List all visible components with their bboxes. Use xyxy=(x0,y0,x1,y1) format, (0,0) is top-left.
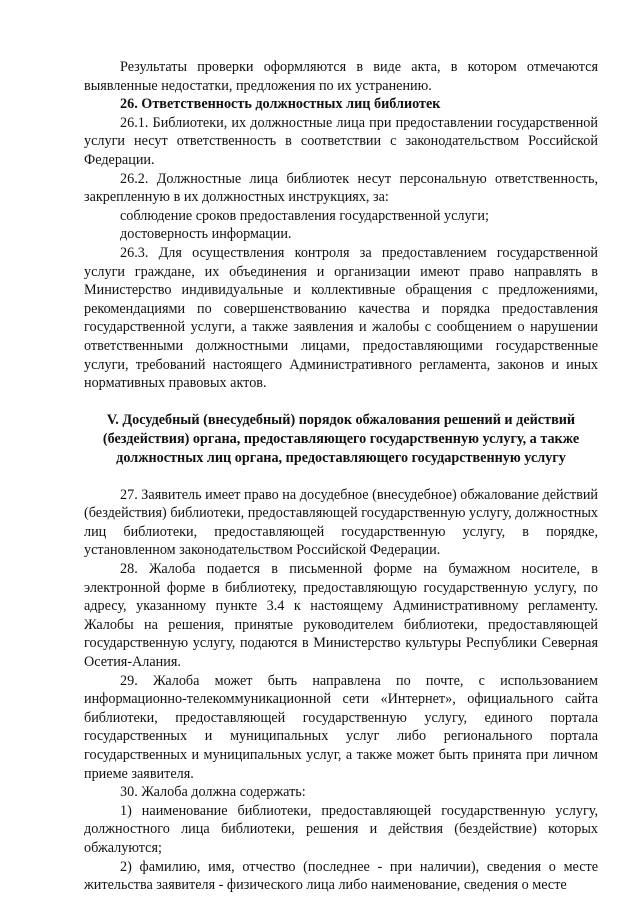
heading-26-responsibility: 26. Ответственность должностных лиц библиотек xyxy=(120,96,441,113)
paragraph-28: 28. Жалоба подается в письменной форме на бумажном носителе, в электронной форме в библиотеку, предоставляющую государственную услугу, по адресу, указанному пункте 3.4 к настоящему Административному регламенту. Жалобы на решения, принятые руководителем библиотеки, предоставляющей государственную услугу, подаются в Министерство культуры Республики Северная Осетия-Алания. xyxy=(84,561,598,671)
paragraph-inspection-results: Результаты проверки оформляются в виде акта, в котором отмечаются выявленные недостатки, предложения по их устранению. xyxy=(84,59,598,94)
paragraph-30-1: 1) наименование библиотеки, предоставляющей государственную услугу, должностного лица библиотеки, решения и действия (бездействие) которых обжалуются; xyxy=(84,802,598,856)
paragraph-27: 27. Заявитель имеет право на досудебное (внесудебное) обжалование действий (бездействия) библиотеки, предоставляющей государственную услугу, должностных лиц библиотеки, предоставляющей государственную услугу, в порядке, установленном законодательством Российской Федерации. xyxy=(84,486,598,559)
paragraph-26-2-item-accuracy: достоверность информации. xyxy=(120,226,292,243)
document-body xyxy=(84,58,598,895)
section-v-title: V. Досудебный (внесудебный) порядок обжалования решений и действий (бездействия) органа, предоставляющего государственную услугу, а также должностных лиц органа, предоставляющего государственную услугу xyxy=(102,411,580,466)
paragraph-26-1: 26.1. Библиотеки, их должностные лица при предоставлении государственной услуги несут ответственность в соответствии с законодательством Российской Федерации. xyxy=(84,114,598,168)
paragraph-30-2: 2) фамилию, имя, отчество (последнее - при наличии), сведения о месте жительства заявителя - физического лица либо наименование, сведения о месте xyxy=(84,858,598,894)
paragraph-30: 30. Жалоба должна содержать: xyxy=(120,784,306,801)
paragraph-29: 29. Жалоба может быть направлена по почте, с использованием информационно-телекоммуникационной сети «Интернет», официального сайта библиотеки, предоставляющей государственную услугу, единого портала государственных и муниципальных услуг либо регионального портала государственных и муниципальных услуг, а также может быть принята при личном приеме заявителя. xyxy=(84,672,598,782)
paragraph-26-3: 26.3. Для осуществления контроля за предоставлением государственной услуги граждане, их объединения и организации имеют право направлять в Министерство индивидуальные и коллективные обращения с предложениями, рекомендациями по совершенствованию качества и порядка предоставления государственной услуги, а также заявления и жалобы с сообщением о нарушении ответственными должностными лицами, предоставляющими государственные услуги, требований настоящего Административного регламента, законов и иных нормативных правовых актов. xyxy=(84,244,598,392)
paragraph-26-2-item-deadlines: соблюдение сроков предоставления государственной услуги; xyxy=(120,207,489,224)
paragraph-26-2: 26.2. Должностные лица библиотек несут персональную ответственность, закрепленную в их должностных инструкциях, за: xyxy=(84,170,598,206)
